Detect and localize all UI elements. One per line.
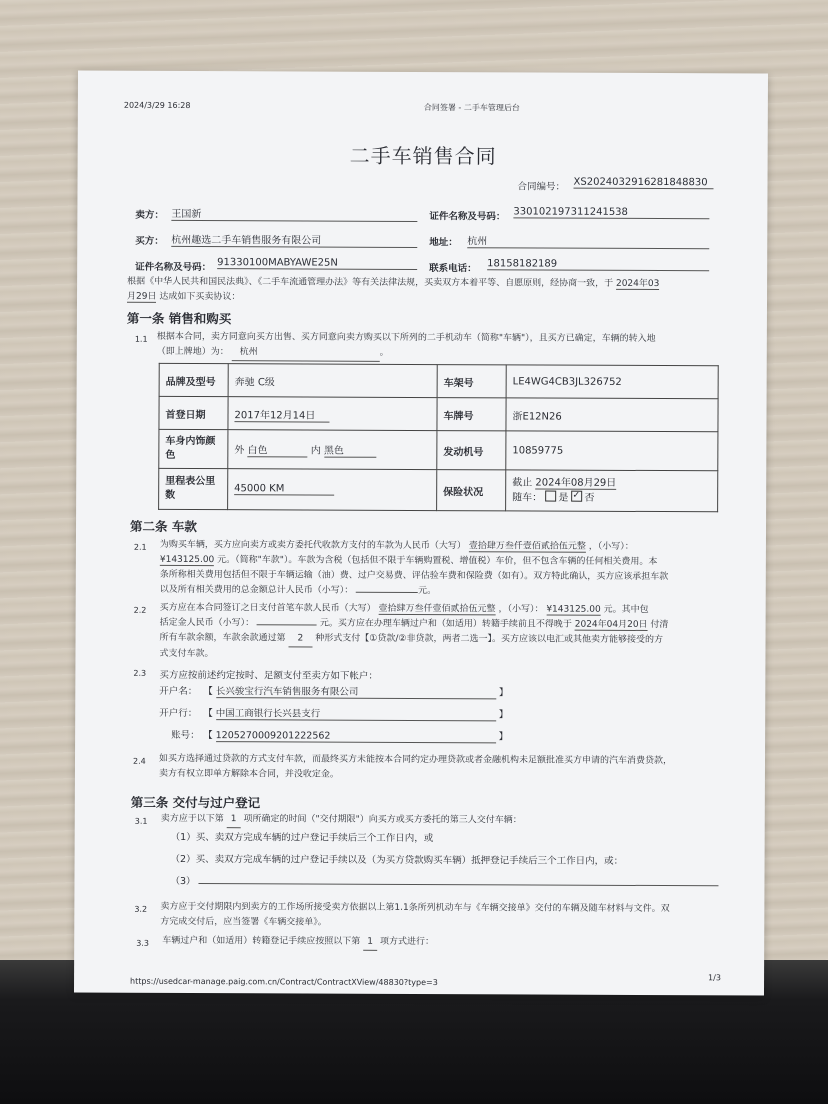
clause-3-1-number: 3.1 (134, 816, 148, 826)
seller-name: 王国新 (171, 205, 417, 222)
footer-url: https://usedcar-manage.paig.com.cn/Contract/ContractXView/48830?type=3 (130, 976, 438, 988)
section-1-title: 第一条 销售和购买 (126, 310, 232, 327)
page-number: 1/3 (708, 973, 721, 983)
account-name-field: 【 长兴骏宝行汽车销售服务有限公司 】 (203, 683, 508, 699)
vehicle-info-table (158, 363, 719, 512)
delivery-option-3 (170, 873, 718, 889)
payment-method: 2 (288, 631, 312, 647)
clause-2-4-a: 如买方选择通过贷款的方式支付车款，而最终买方未能按本合同约定办理贷款或者金融机构未足额批准买方申请的汽车消费贷款， (158, 753, 673, 767)
phone-label: 联系电话： (429, 263, 477, 275)
clause-2-1-b: ，（小写）： (588, 541, 634, 552)
first-reg-value: 2017年12月14日 (234, 410, 329, 422)
preamble (127, 275, 659, 307)
clause-3-3-number: 3.3 (136, 938, 149, 948)
color-out-label: 外 (234, 445, 245, 457)
contract-page (74, 70, 768, 995)
first-reg-label: 首登日期 (159, 396, 228, 429)
document-title: 二手车销售合同 (349, 143, 497, 169)
clause-2-2-b: ，（小写）： (498, 604, 544, 615)
section-3-title: 第三条 交付与过户登记 (130, 794, 261, 811)
clause-3-2-a: 卖方应于交付期限内到卖方的工作场所接受卖方依据以上第1.1条所列机动车与《车辆交接单》交付的车辆及随车材料与文件。双 (160, 901, 670, 915)
clause-2-1-d: 条所称相关费用包括但不限于车辆运输（油）费、过户交易费、评估验车费和保险费（如有）。双方特此确认，买方应该承担车款 (159, 569, 669, 583)
clause-3-1-a: 卖方应于以下第 (160, 813, 224, 825)
checkbox-no[interactable] (572, 491, 583, 502)
clause-2-3-number: 2.3 (133, 668, 147, 678)
first-reg-cell (228, 397, 437, 431)
vin-value: LE4WG4CB3JL326752 (506, 365, 718, 399)
plate-label: 车牌号 (437, 398, 506, 431)
preamble-text-2: 达成如下买卖协议： (159, 291, 241, 303)
clause-2-4-b: 卖方有权立即单方解除本合同，并没收定金。 (158, 768, 339, 780)
contract-no-label: 合同编号： (517, 181, 566, 193)
clause-2-4 (159, 752, 672, 784)
transfer-city: 杭州 (232, 345, 380, 362)
clause-3-2-b: 方完成交付后，应当签署《车辆交接单》。 (160, 916, 327, 928)
insurance-cell (506, 470, 718, 512)
buyer-id-label: 证件名称及号码： (135, 261, 212, 274)
account-name: 长兴骏宝行汽车销售服务有限公司 (216, 683, 496, 699)
first-payment: ¥143125.00 (546, 604, 601, 615)
seller-label: 卖方： (135, 209, 164, 221)
buyer-label: 买方： (135, 235, 164, 247)
deposit-blank[interactable] (257, 624, 317, 625)
section-2-title: 第二条 车款 (129, 518, 197, 535)
insurance-until-label: 截止 (512, 477, 533, 489)
preamble-date-2: 月29日 (127, 291, 157, 302)
checkbox-yes[interactable] (545, 491, 556, 502)
clause-2-1-f: 元。 (418, 585, 437, 597)
bank-field: 【 中国工商银行长兴县支行 】 (203, 705, 508, 721)
yes-label: 是 (558, 492, 569, 504)
print-datetime: 2024/3/29 16:28 (123, 100, 191, 110)
clause-1-1-text: 根据本合同，卖方同意向买方出售、买方同意向卖方购买以下所列的二手机动车（简称"车辆"），且买方已确定，车辆的转入地 (156, 331, 656, 345)
delivery-option-1: （1）买、卖双方完成车辆的过户登记手续后三个工作日内，或 (170, 831, 434, 845)
address: 杭州 (467, 232, 709, 249)
amount-cn: 壹拾肆万叁仟壹佰贰拾伍元整 (468, 541, 586, 552)
clause-2-2-h: 种形式支付【①贷款/②非贷款，两者二选一】。买方应该以电汇或其他卖方能够接受的方 (315, 633, 663, 646)
clause-3-3-b: 项方式进行： (379, 936, 435, 948)
brand-label: 品牌及型号 (159, 363, 228, 396)
delivery-option-3-label: （3） (170, 875, 196, 888)
clause-2-1-c: 元。（简称"车款"）。车款为含税（包括但不限于车辆购置税、增值税）车价，但不包含车辆的任何相关费用。本 (217, 555, 658, 568)
vin-label: 车架号 (437, 365, 506, 398)
delivery-choice: 1 (227, 812, 241, 828)
transfer-choice: 1 (363, 935, 377, 951)
account-name-label: 开户名： (159, 685, 198, 698)
buyer-name: 杭州趣选二手车销售服务有限公司 (171, 231, 417, 248)
print-page-title: 合同签署 - 二手车管理后台 (423, 103, 520, 113)
mileage-label: 里程表公里数 (159, 468, 228, 509)
amount: ¥143125.00 (159, 554, 215, 566)
clause-2-2-f: 付清 (650, 620, 669, 631)
table-row (159, 429, 718, 470)
engine-value: 10859775 (506, 431, 718, 471)
phone: 18158182189 (487, 258, 709, 271)
first-payment-cn: 壹拾肆万叁仟壹佰贰拾伍元整 (378, 603, 496, 615)
delivery-option-3-blank[interactable] (199, 883, 719, 886)
mileage-cell (228, 469, 437, 511)
clause-3-3 (162, 934, 434, 951)
clause-2-2-d: 括定金人民币（小写）： (159, 617, 255, 629)
clause-3-1-b: 项所确定的时间（"交付期限"）向买方或买方委托的第三人交付车辆： (243, 814, 522, 826)
color-label: 车身内饰颜色 (159, 429, 228, 468)
color-cell (228, 430, 437, 470)
delivery-option-2: （2）买、卖双方完成车辆的过户登记手续以及（为买方贷款购买车辆）抵押登记手续后三个工作日内，或： (170, 853, 624, 867)
total-amount-blank[interactable] (356, 592, 418, 593)
mileage-value: 45000 KM (234, 483, 334, 495)
preamble-date-1: 2024年03 (615, 278, 660, 290)
account-no-label: 账号： (171, 729, 200, 742)
clause-2-1 (160, 538, 669, 600)
seller-id-label: 证件名称及号码： (429, 211, 506, 223)
insurance-label: 保险状况 (437, 470, 506, 511)
seller-id: 330102197311241538 (513, 206, 709, 219)
account-no: 1205270009201222562 (216, 730, 496, 743)
clause-2-2-g: 所有车款余额，车款余款通过第 (159, 632, 286, 644)
clause-2-2-a: 买方应在本合同签订之日支付首笔车款人民币（大写） (159, 602, 376, 614)
color-out-value: 白色 (248, 441, 308, 457)
buyer-id: 91330100MABYAWE25N (217, 257, 417, 270)
clause-3-3-a: 车辆过户和（如适用）转籍登记手续应按照以下第 (162, 935, 361, 947)
clause-3-2 (160, 900, 669, 932)
clause-2-1-number: 2.1 (133, 542, 147, 552)
clause-2-1-a: 为购买车辆，买方应向卖方或卖方委托代收款方支付的车款为人民币（大写） (159, 539, 466, 552)
account-no-field: 【 1205270009201222562 】 (203, 730, 509, 743)
clause-1-1-text-2: （即上牌地）为： (156, 346, 229, 358)
table-row (159, 363, 718, 398)
clause-1-1: 根据本合同，卖方同意向买方出售、买方同意向卖方购买以下所列的二手机动车（简称"车辆"），且买方已确定，车辆的转入地 （即上牌地）为： 杭州 。 (157, 330, 656, 363)
clause-2-2-number: 2.2 (133, 605, 147, 615)
insurance-until-value: 2024年08月29日 (535, 477, 617, 489)
table-row (159, 468, 718, 511)
contract-no: XS2024032916281848830 (574, 177, 714, 190)
clause-2-2 (159, 601, 668, 664)
preamble-text-1: 根据《中华人民共和国民法典》、《二手车流通管理办法》等有关法律法规，买卖双方本着平等、自愿原则，经协商一致，于 (127, 276, 614, 289)
address-label: 地址： (429, 237, 458, 249)
clause-2-2-e: 元。买方应在办理车辆过户和（如适用）转籍手续前且不得晚于 (319, 618, 572, 630)
clause-3-1 (161, 812, 522, 830)
clause-3-2-number: 3.2 (134, 904, 148, 914)
engine-label: 发动机号 (437, 431, 506, 470)
clause-2-3-text: 买方应按前述约定按时、足额支付至卖方如下帐户： (159, 669, 378, 682)
payment-deadline: 2024年04月20日 (574, 619, 648, 630)
color-in-value: 黑色 (324, 442, 376, 458)
clause-2-4-number: 2.4 (132, 756, 146, 766)
clause-2-2-i: 式支付车款。 (159, 648, 214, 660)
with-car-label: 随车： (512, 492, 543, 504)
clause-2-2-c: 元。其中包 (603, 604, 649, 615)
no-label: 否 (584, 492, 595, 504)
bank: 中国工商银行长兴县支行 (216, 705, 496, 721)
clause-1-1-number: 1.1 (134, 334, 148, 344)
table-row (159, 396, 718, 431)
bank-label: 开户行： (159, 707, 198, 720)
brand-value: 奔驰 C级 (228, 364, 437, 398)
color-in-label: 内 (310, 445, 321, 457)
clause-2-1-e: 以及所有相关费用的总金额总计人民币（小写）： (159, 584, 354, 596)
plate-value: 浙E12N26 (506, 398, 718, 432)
